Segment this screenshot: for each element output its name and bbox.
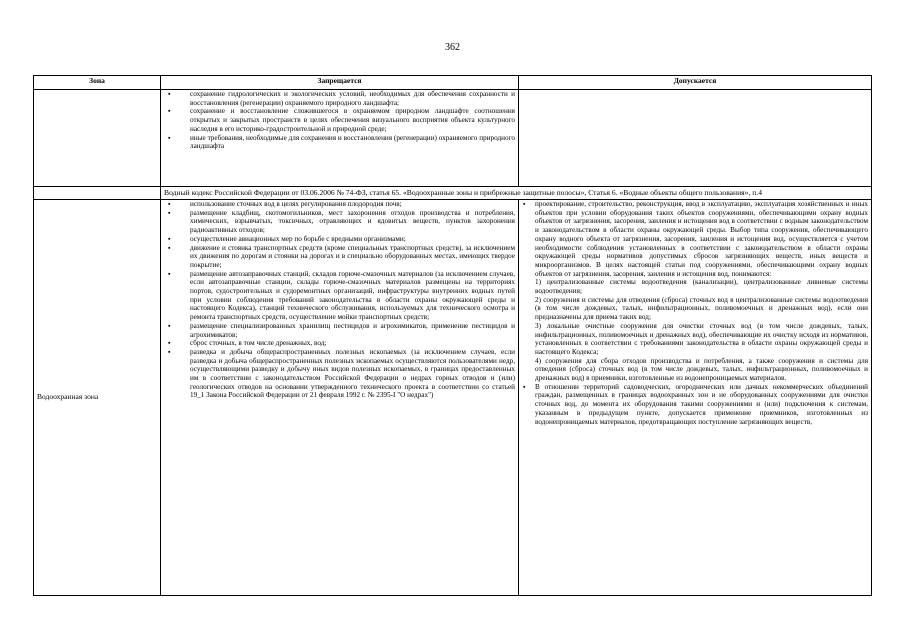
list-item: ▪ иные требования, необходимые для сохранения и восстановления (регенерации) охраняемого природного ландшафта [164, 134, 515, 151]
prohibited-list [164, 200, 515, 400]
list-item: ▪ размещение кладбищ, скотомогильников, мест захоронения отходов производства и потребления, химических, взрывчатых, токсичных, отравляющих и ядовитых веществ, пунктов захоронения радиоактивных отходов; [164, 209, 515, 235]
prohibited-list-prev [164, 90, 515, 151]
list-item: ▪ движение и стоянка транспортных средств (кроме специальных транспортных средств), за исключением их движения по дорогам и стоянки на дорогах и в специально оборудованных местах, имеющих твердое покрытие; [164, 244, 515, 270]
list-item: ▪ осуществление авиационных мер по борьбе с вредными организмами; [164, 235, 515, 244]
header-zone: Зона [34, 76, 161, 90]
list-item: ▪ использование сточных вод в целях регулирования плодородия почв; [164, 200, 515, 209]
list-item: ▪ В отношении территорий садоводческих, огороднических или дачных некоммерческих объединений граждан, размещенных в границах водоохранных зон и не оборудованных сооружениями для очистки сточных вод, до момента их оборудования такими сооружениями и (или) подключения к системам, указанным в предыдущем пункте, допускается применение приемников, изготовленных из водонепроницаемых материалов, предотвращающих поступление загрязняющих веществ, [522, 383, 868, 427]
list-item: ▪ разведка и добыча общераспространенных полезных ископаемых (за исключением случаев, если разведка и добыча общераспространенных полезных ископаемых осуществляются пользователями недр, осуществляющими разведку и добычу иных видов полезных ископаемых, в границах предоставленных им в соответствии с законодательством Российской Федерации о недрах горных отводов и (или) геологических отводов на основании утвержденного технического проекта в соответствии со статьей 19_1 Закона Российской Федерации от 21 февраля 1992 г. № 2395-I "О недрах") [164, 348, 515, 400]
allowed-cell [519, 200, 872, 596]
page-number: 362 [445, 42, 460, 53]
allowed-list [522, 200, 868, 426]
prohibited-cell-prev [161, 90, 519, 187]
list-item: ▪ размещение специализированных хранилищ пестицидов и агрохимикатов, применение пестицидов и агрохимикатов; [164, 322, 515, 339]
legal-source-citation: Водный кодекс Российской Федерации от 03.06.2006 № 74-ФЗ, статья 65. «Водоохранные зоны и прибрежные защитные полосы», Статья 6. «Водные объекты общего пользования», п.4 [161, 187, 872, 200]
allowed-numbered-item: 2) сооружения и системы для отведения (сброса) сточных вод в централизованные системы водоотведения (в том числе дождевых, талых, инфильтрационных, поливомоечных и дренажных вод), если они предназначены для приема таких вод; [535, 295, 868, 322]
table-row [34, 90, 872, 187]
list-item: ▪ сохранение гидрологических и экологических условий, необходимых для обеспечения сохранности и восстановления (регенерации) охраняемого природного ландшафта; [164, 90, 515, 107]
table-row [34, 200, 872, 596]
zones-table [33, 75, 872, 596]
list-item: ▪ размещение автозаправочных станций, складов горюче-смазочных материалов (за исключением случаев, если автозаправочные станции, склады горюче-смазочных материалов размещены на территориях портов, судостроительных и судоремонтных организаций, инфраструктуры внутренних водных путей при условии соблюдения требований законодательства в области охраны окружающей среды и настоящего Кодекса), станций технического обслуживания, используемых для технического осмотра и ремонта транспортных средств, осуществление мойки транспортных средств; [164, 270, 515, 322]
zone-name: Водоохранная зона [34, 200, 161, 596]
zone-cell-source [34, 187, 161, 200]
header-prohibited: Запрещается [161, 76, 519, 90]
allowed-numbered-item: 4) сооружения для сбора отходов производства и потребления, а также сооружения и системы для отведения (сброса) сточных вод (в том числе дождевых, талых, инфильтрационных, поливомоечных и дренажных вод) в приемники, изготовленные из водонепроницаемых материалов. [535, 356, 868, 383]
prohibited-cell [161, 200, 519, 596]
table-header-row [34, 76, 872, 90]
allowed-cell-prev [519, 90, 872, 187]
header-allowed: Допускается [519, 76, 872, 90]
allowed-paragraph: ▪ проектирование, строительство, реконструкция, ввод в эксплуатацию, эксплуатация хозяйственных и иных объектов при условии оборудования таких объектов сооружениями, обеспечивающими охрану водных объектов от загрязнения, засорения, заиления и истощения вод в соответствии с водным законодательством и законодательством в области охраны окружающей среды. Выбор типа сооружения, обеспечивающего охрану водного объекта от загрязнения, засорения, заиления и истощения вод, осуществляется с учетом необходимости соблюдения установленных в соответствии с законодательством в области охраны окружающей среды нормативов допустимых сбросов загрязняющих веществ, иных веществ и микроорганизмов. В целях настоящей статьи под сооружениями, обеспечивающими охрану водных объектов от загрязнения, засорения, заиления и истощения вод, понимаются: [535, 200, 868, 278]
zone-cell-prev [34, 90, 161, 187]
list-item [522, 200, 868, 383]
list-item: ▪ сохранение и восстановление сложившегося в охраняемом природном ландшафте соотношения открытых и закрытых пространств в целях обеспечения визуального восприятия объекта культурного наследия в его историко-градостроительной и природной среде; [164, 107, 515, 133]
allowed-numbered-item: 1) централизованные системы водоотведения (канализации), централизованные ливневые системы водоотведения; [535, 278, 868, 296]
list-item: ▪ сброс сточных, в том числе дренажных, вод; [164, 339, 515, 348]
table-row-source [34, 187, 872, 200]
allowed-numbered-item: 3) локальные очистные сооружения для очистки сточных вод (в том числе дождевых, талых, инфильтрационных, поливомоечных и дренажных вод), обеспечивающие их очистку исходя из нормативов, установленных в соответствии с требованиями законодательства в области охраны окружающей среды и настоящего Кодекса; [535, 321, 868, 356]
